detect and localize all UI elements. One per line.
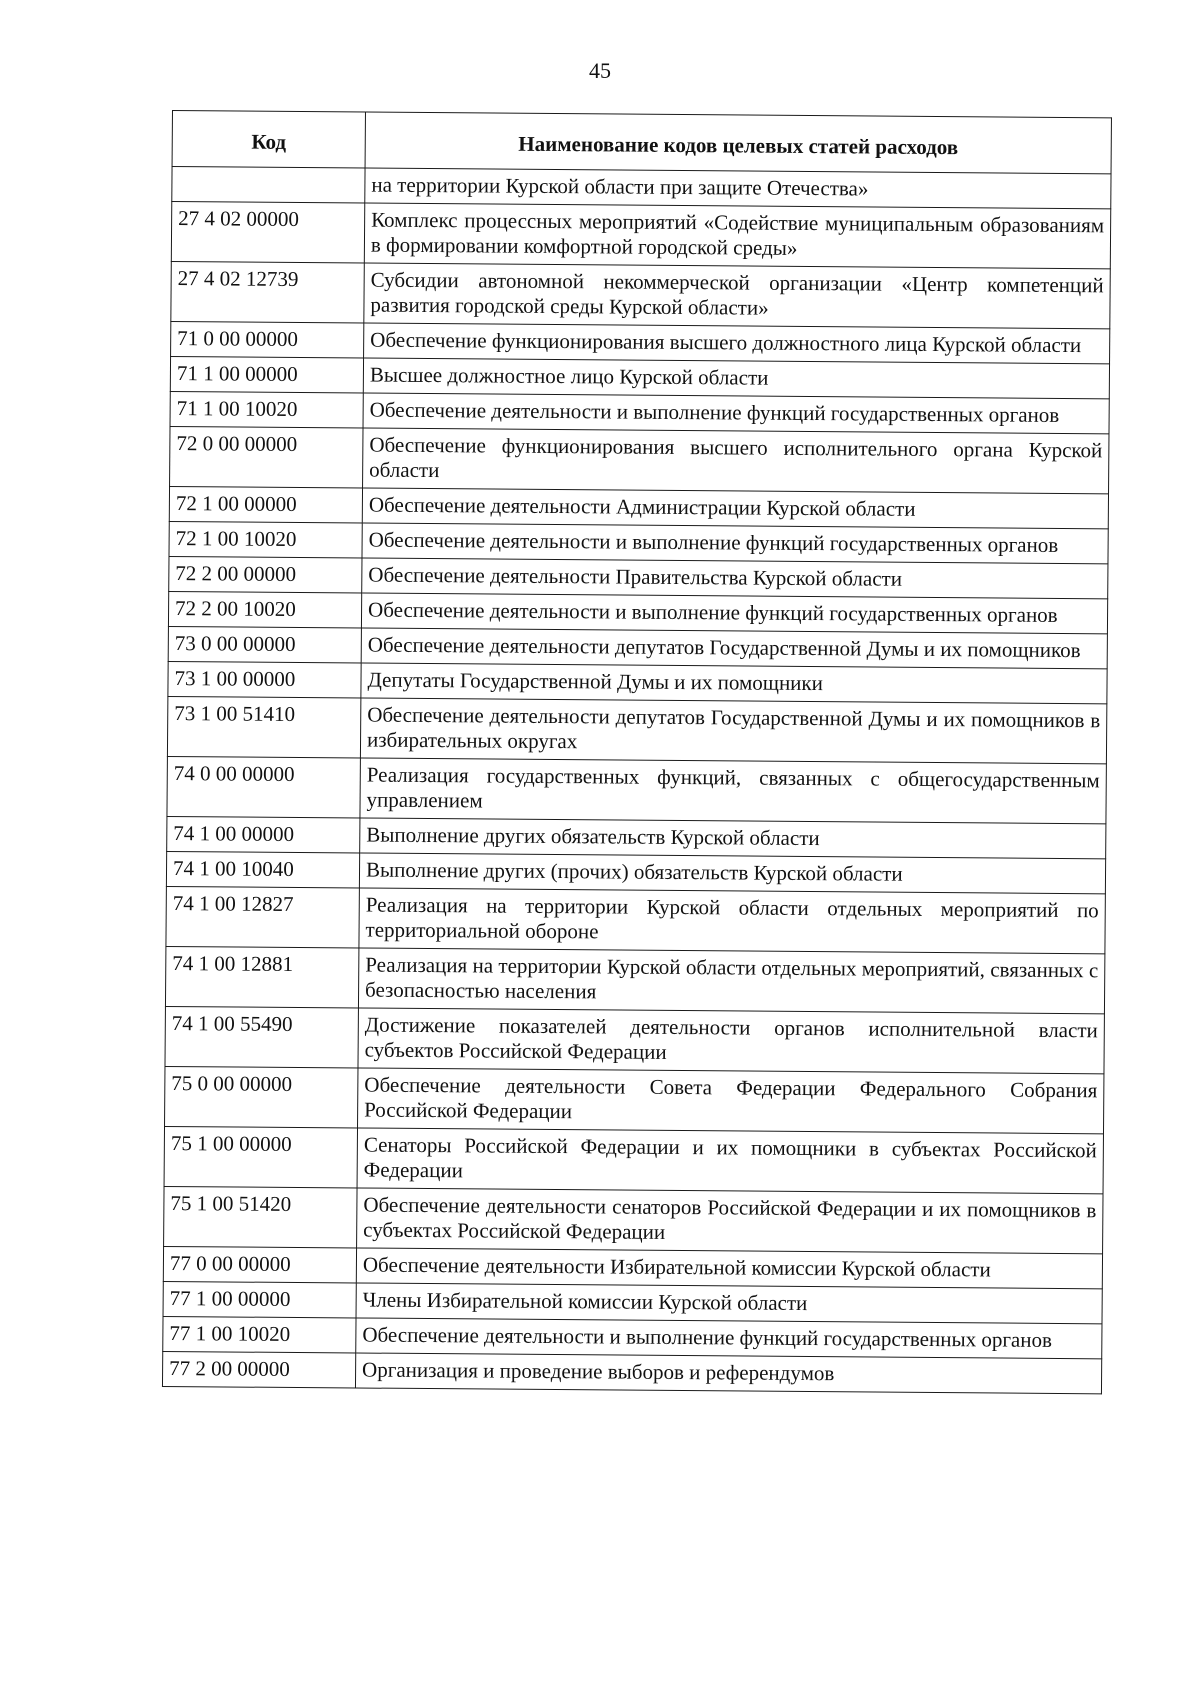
table-body: [162, 167, 1111, 1394]
code-cell: 72 1 00 00000: [169, 486, 362, 523]
name-cell: Депутаты Государственной Думы и их помощники: [361, 663, 1107, 704]
code-cell: 77 1 00 00000: [163, 1281, 356, 1318]
name-cell: Обеспечение деятельности и выполнение функций государственных органов: [363, 393, 1109, 434]
name-cell: Обеспечение деятельности и выполнение функций государственных органов: [362, 523, 1108, 564]
code-cell: 73 0 00 00000: [168, 626, 361, 663]
name-cell: Высшее должностное лицо Курской области: [363, 358, 1109, 399]
name-cell: Обеспечение деятельности и выполнение функций государственных органов: [361, 593, 1107, 634]
name-cell: Субсидии автономной некоммерческой организации «Центр компетенций развития городской среды Курской области»: [364, 263, 1110, 329]
name-cell: Реализация на территории Курской области отдельных мероприятий, связанных с безопасностью населения: [358, 948, 1104, 1014]
header-name: Наименование кодов целевых статей расходов: [365, 112, 1111, 174]
budget-codes-table: [162, 110, 1112, 1394]
code-cell: 74 0 00 00000: [167, 756, 360, 818]
name-cell: Обеспечение деятельности Правительства Курской области: [362, 558, 1108, 599]
code-cell: 74 1 00 10040: [166, 851, 359, 888]
name-cell: Выполнение других (прочих) обязательств Курской области: [359, 853, 1105, 894]
code-cell: 72 2 00 00000: [169, 556, 362, 593]
name-cell: Члены Избирательной комиссии Курской области: [356, 1283, 1102, 1324]
code-cell: 77 1 00 10020: [163, 1316, 356, 1353]
name-cell: Обеспечение функционирования высшего исполнительного органа Курской области: [363, 428, 1109, 494]
table-row: [165, 946, 1104, 1013]
name-cell: Обеспечение деятельности Совета Федерации Федерального Собрания Российской Федерации: [358, 1068, 1104, 1134]
name-cell: Обеспечение деятельности сенаторов Российской Федерации и их помощников в субъектах Российской Федерации: [357, 1188, 1103, 1254]
code-cell: 74 1 00 12827: [166, 886, 359, 948]
table-row: [166, 886, 1105, 953]
table-row: [167, 696, 1106, 763]
code-cell: 71 1 00 00000: [170, 356, 363, 393]
code-cell: 74 1 00 55490: [165, 1006, 358, 1068]
table-row: [171, 261, 1110, 328]
name-cell: Обеспечение деятельности депутатов Государственной Думы и их помощников: [361, 628, 1107, 669]
code-cell: 74 1 00 12881: [165, 946, 358, 1008]
code-cell: 73 1 00 51410: [167, 696, 360, 758]
name-cell: Обеспечение функционирования высшего должностного лица Курской области: [364, 323, 1110, 364]
code-cell: 27 4 02 00000: [171, 202, 364, 264]
name-cell: Выполнение других обязательств Курской области: [360, 818, 1106, 859]
table-row: [162, 1351, 1101, 1393]
name-cell: на территории Курской области при защите Отечества»: [365, 168, 1111, 209]
code-cell: 72 0 00 00000: [170, 426, 363, 488]
code-cell: 75 0 00 00000: [165, 1066, 358, 1128]
table-row: [165, 1066, 1104, 1133]
code-cell: 75 1 00 00000: [164, 1126, 357, 1188]
table-row: [164, 1126, 1103, 1193]
name-cell: Обеспечение деятельности и выполнение функций государственных органов: [356, 1318, 1102, 1359]
code-cell: 77 2 00 00000: [162, 1351, 355, 1388]
name-cell: Реализация на территории Курской области отдельных мероприятий по территориальной обороне: [359, 888, 1105, 954]
code-cell: 75 1 00 51420: [164, 1186, 357, 1248]
code-cell: 73 1 00 00000: [168, 661, 361, 698]
table-header: [172, 111, 1111, 174]
name-cell: Комплекс процессных мероприятий «Содействие муниципальным образованиям в формировании комфортной городской среды»: [364, 203, 1110, 269]
code-cell: 74 1 00 00000: [167, 816, 360, 853]
table-row: [164, 1186, 1103, 1253]
header-row: [172, 111, 1111, 174]
page-number: 45: [589, 58, 611, 83]
name-cell: Обеспечение деятельности депутатов Государственной Думы и их помощников в избирательных округах: [360, 698, 1106, 764]
code-cell: 72 1 00 10020: [169, 521, 362, 558]
name-cell: Организация и проведение выборов и референдумов: [355, 1353, 1101, 1394]
table-row: [171, 202, 1110, 269]
name-cell: Сенаторы Российской Федерации и их помощники в субъектах Российской Федерации: [357, 1128, 1103, 1194]
name-cell: Достижение показателей деятельности органов исполнительной власти субъектов Российской Федерации: [358, 1008, 1104, 1074]
name-cell: Обеспечение деятельности Администрации Курской области: [362, 488, 1108, 529]
code-cell: 27 4 02 12739: [171, 261, 364, 323]
code-cell: 72 2 00 10020: [168, 591, 361, 628]
code-cell: 77 0 00 00000: [163, 1246, 356, 1283]
code-cell: 71 0 00 00000: [171, 321, 364, 358]
name-cell: Реализация государственных функций, связанных с общегосударственным управлением: [360, 758, 1106, 824]
table-row: [170, 426, 1109, 493]
code-cell: 71 1 00 10020: [170, 391, 363, 428]
code-cell: [172, 167, 365, 204]
header-code: Код: [172, 111, 365, 169]
table-row: [165, 1006, 1104, 1073]
table-row: [167, 756, 1106, 823]
name-cell: Обеспечение деятельности Избирательной комиссии Курской области: [356, 1248, 1102, 1289]
